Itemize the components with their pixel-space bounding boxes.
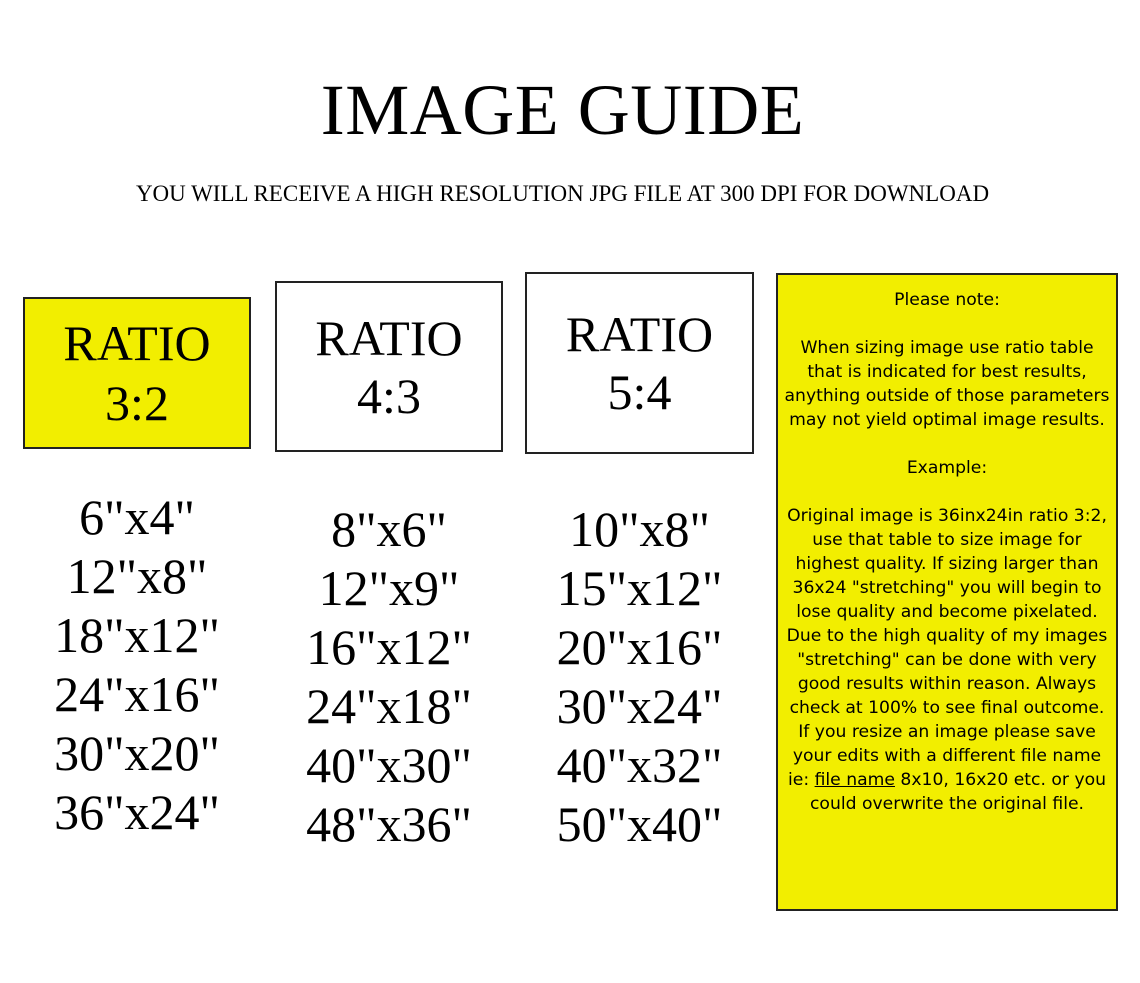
size-item: 6"x4" — [79, 489, 195, 545]
ratio-label: RATIO — [315, 309, 463, 366]
size-item: 12"x9" — [318, 560, 460, 616]
size-item: 40"x30" — [306, 737, 472, 793]
ratio-value: 3:2 — [105, 375, 169, 431]
size-item: 8"x6" — [331, 501, 447, 557]
size-item: 48"x36" — [306, 796, 472, 852]
note-text: Original image is 36inx24in ratio 3:2, use that table to size image for highest quality. If sizing larger than 36x24 "stretching" you will begin to lose quality and become pixelated. Due to the high quality of my images "stretching" can be done with very good results within reason. Always check at 100% to see final outcome. If you resize an image please save your edits with a different file name ie: — [786, 506, 1108, 790]
note-heading: Please note: — [894, 290, 1000, 310]
size-item: 24"x18" — [306, 678, 472, 734]
ratio-value: 5:4 — [607, 364, 672, 420]
size-item: 12"x8" — [66, 548, 208, 604]
ratio-label: RATIO — [63, 315, 211, 371]
ratio-box-4-3 — [275, 281, 503, 452]
size-item: 30"x24" — [556, 678, 723, 734]
note-example-label: Example: — [906, 458, 988, 478]
size-item: 40"x32" — [556, 737, 723, 793]
file-name-text: file name — [814, 770, 895, 790]
size-item: 24"x16" — [54, 666, 220, 722]
size-item: 20"x16" — [556, 619, 723, 675]
size-item: 10"x8" — [569, 501, 710, 557]
page-title: IMAGE GUIDE — [320, 70, 805, 150]
size-list-3-2 — [23, 488, 251, 842]
size-item: 30"x20" — [54, 725, 220, 781]
page-subtitle: YOU WILL RECEIVE A HIGH RESOLUTION JPG FILE AT 300 DPI FOR DOWNLOAD — [135, 181, 990, 206]
ratio-label: RATIO — [565, 306, 714, 362]
ratio-box-5-4 — [525, 272, 754, 454]
size-item: 16"x12" — [306, 619, 472, 675]
size-item: 50"x40" — [556, 796, 723, 852]
note-paragraph-ratio: When sizing image use ratio table that is indicated for best results, anything outside of those parameters may not yield optimal image results. — [784, 338, 1110, 430]
note-text: 8x10, 16x20 etc. or you could overwrite the original file. — [809, 770, 1107, 814]
size-list-5-4 — [525, 500, 754, 854]
size-list-4-3 — [275, 500, 503, 854]
note-box — [776, 273, 1118, 911]
size-item: 15"x12" — [556, 560, 723, 616]
ratio-value: 4:3 — [357, 367, 421, 424]
size-item: 18"x12" — [54, 607, 220, 663]
ratio-box-3-2 — [23, 297, 251, 449]
note-paragraph-example — [784, 504, 1110, 816]
size-item: 36"x24" — [54, 784, 220, 840]
